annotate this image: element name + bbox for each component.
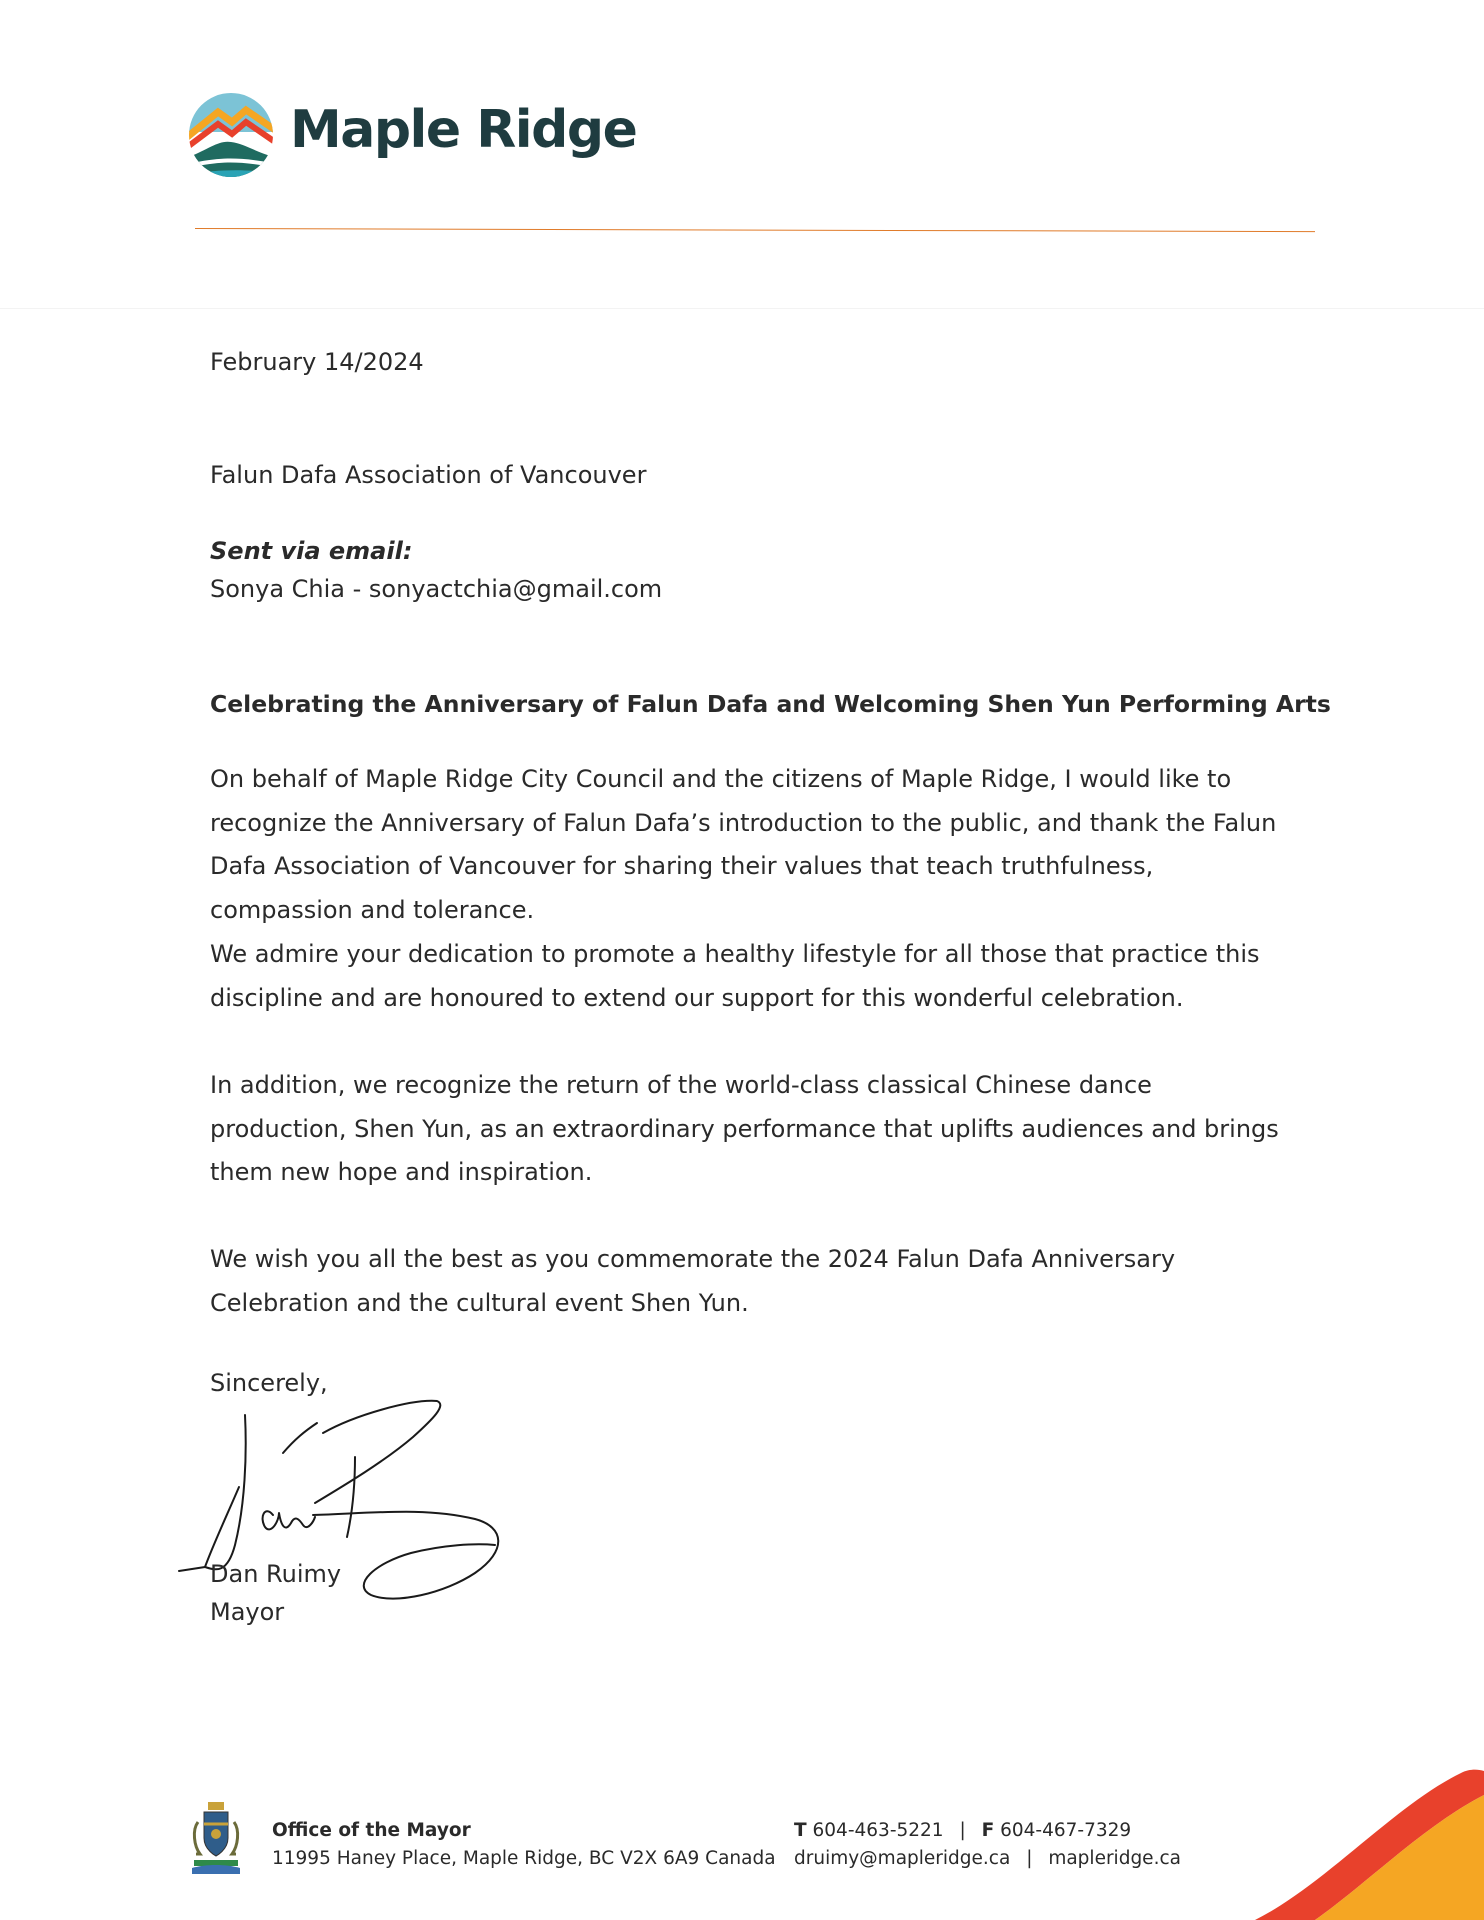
- sent-via-label: Sent via email:: [210, 537, 413, 565]
- maple-ridge-mountain-logo-icon: [188, 92, 274, 178]
- letter-date: February 14/2024: [210, 348, 424, 376]
- corner-decoration: [1255, 1765, 1484, 1920]
- separator: |: [959, 1820, 966, 1841]
- letter-subject: Celebrating the Anniversary of Falun Dafa and Welcoming Shen Yun Performing Arts: [210, 690, 1331, 718]
- sent-to: Sonya Chia - sonyactchia@gmail.com: [210, 575, 663, 603]
- footer-website: mapleridge.ca: [1048, 1848, 1181, 1869]
- city-crest-icon: [188, 1800, 244, 1876]
- header-divider: [195, 228, 1315, 232]
- footer-email: druimy@mapleridge.ca: [794, 1848, 1011, 1869]
- footer-contacts: [794, 1846, 1181, 1872]
- phone-number: 604-463-5221: [812, 1820, 944, 1841]
- phone-label: T: [794, 1820, 807, 1841]
- separator: |: [1026, 1848, 1033, 1869]
- signer-title: Mayor: [210, 1598, 285, 1626]
- body-paragraph: We wish you all the best as you commemorate the 2024 Falun Dafa Anniversary Celebration and the cultural event Shen Yun.: [210, 1245, 1176, 1317]
- footer-office: Office of the Mayor: [272, 1820, 471, 1841]
- scan-fold-line: [0, 308, 1484, 309]
- body-paragraph: On behalf of Maple Ridge City Council and the citizens of Maple Ridge, I would like to recognize the Anniversary of Falun Dafa’s introduction to the public, and thank the Falun Dafa Association of Vancouver for sharing their values that teach truthfulness, compassion and tolerance.: [210, 765, 1277, 924]
- brand-name: Maple Ridge: [290, 100, 637, 160]
- body-paragraph: We admire your dedication to promote a healthy lifestyle for all those that practice this discipline and are honoured to extend our support for this wonderful celebration.: [210, 940, 1260, 1012]
- signer-name: Dan Ruimy: [210, 1560, 342, 1588]
- footer-phones: [794, 1818, 1131, 1844]
- recipient: Falun Dafa Association of Vancouver: [210, 461, 647, 489]
- closing: Sincerely,: [210, 1369, 328, 1397]
- footer-address: 11995 Haney Place, Maple Ridge, BC V2X 6A9 Canada: [272, 1848, 776, 1869]
- fax-number: 604-467-7329: [1000, 1820, 1132, 1841]
- body-paragraph: In addition, we recognize the return of the world-class classical Chinese dance production, Shen Yun, as an extraordinary performance that uplifts audiences and brings them new hope and inspiration.: [210, 1071, 1279, 1186]
- fax-label: F: [981, 1820, 995, 1841]
- handwritten-signature-icon: [175, 1395, 615, 1625]
